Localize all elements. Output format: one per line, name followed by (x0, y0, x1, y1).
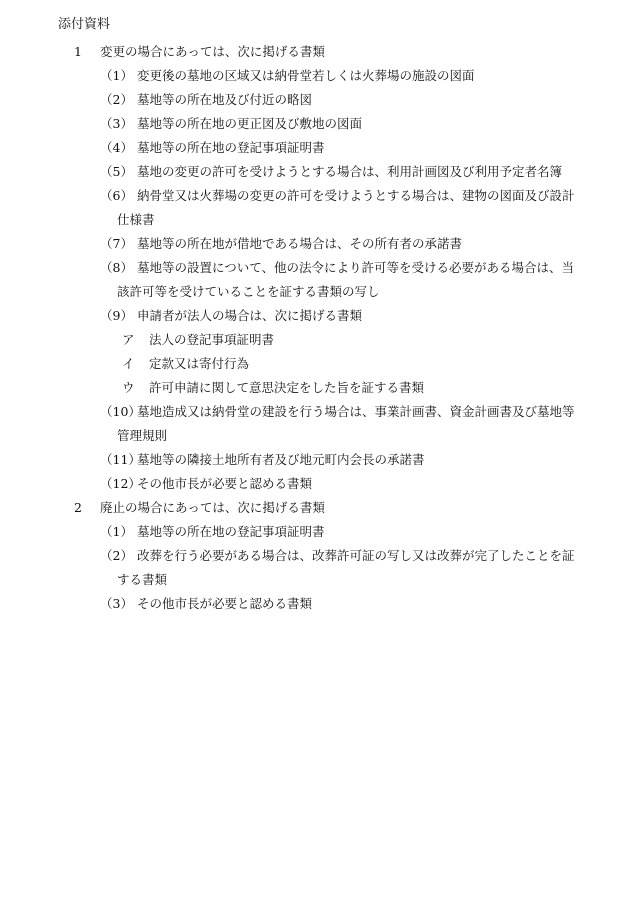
sub-item (0, 328, 630, 352)
item-number: （6） (100, 188, 133, 203)
sub-item-marker: イ (122, 356, 135, 371)
item-text: 墓地等の所在地の更正図及び敷地の図面 (137, 116, 363, 131)
sub-item (0, 376, 630, 400)
list-item (0, 184, 630, 232)
item-text: 墓地等の所在地が借地である場合は、その所有者の承諾書 (137, 236, 463, 251)
list-item (0, 472, 630, 496)
list-item (0, 232, 630, 256)
item-text: 墓地等の所在地及び付近の略図 (137, 92, 313, 107)
list-item (0, 520, 630, 544)
item-text: 改葬を行う必要がある場合は、改葬許可証の写し又は改葬が完了したことを証 (137, 548, 575, 563)
list-item (0, 88, 630, 112)
list-item (0, 448, 630, 472)
item-number: （3） (100, 596, 133, 611)
item-number: （12） (100, 476, 141, 491)
item-number: （8） (100, 260, 133, 275)
list-item (0, 112, 630, 136)
item-number: （1） (100, 68, 133, 83)
item-text: 墓地造成又は納骨堂の建設を行う場合は、事業計画書、資金計画書及び墓地等 (137, 404, 575, 419)
item-number: （3） (100, 116, 133, 131)
item-text-continuation: 該許可等を受けていることを証する書類の写し (117, 284, 380, 299)
sub-item-text: 許可申請に関して意思決定をした旨を証する書類 (149, 380, 425, 395)
item-text: 墓地等の所在地の登記事項証明書 (137, 524, 325, 539)
section-1 (0, 40, 630, 64)
item-text: 墓地等の所在地の登記事項証明書 (137, 140, 325, 155)
list-item (0, 256, 630, 304)
item-number: （10） (100, 404, 141, 419)
item-text: 変更後の墓地の区域又は納骨堂若しくは火葬場の施設の図面 (137, 68, 475, 83)
list-item (0, 544, 630, 592)
item-number: （11） (100, 452, 141, 467)
section-heading: 廃止の場合にあっては、次に掲げる書類 (100, 500, 325, 515)
list-item (0, 304, 630, 328)
item-text: その他市長が必要と認める書類 (137, 596, 313, 611)
section-number: 2 (74, 500, 82, 515)
section-number: 1 (74, 44, 82, 59)
sub-item (0, 352, 630, 376)
item-text: 墓地等の設置について、他の法令により許可等を受ける必要がある場合は、当 (137, 260, 575, 275)
sub-item-text: 定款又は寄付行為 (149, 356, 250, 371)
list-item (0, 160, 630, 184)
item-text-continuation: する書類 (117, 572, 168, 587)
attachment-list (0, 40, 630, 616)
item-number: （9） (100, 308, 133, 323)
item-number: （2） (100, 92, 133, 107)
sub-item-marker: ア (122, 332, 135, 347)
sub-item-marker: ウ (122, 380, 135, 395)
item-text: その他市長が必要と認める書類 (137, 476, 313, 491)
item-number: （4） (100, 140, 133, 155)
item-text: 納骨堂又は火葬場の変更の許可を受けようとする場合は、建物の図面及び設計 (137, 188, 575, 203)
item-number: （7） (100, 236, 133, 251)
item-number: （5） (100, 164, 133, 179)
section-heading: 変更の場合にあっては、次に掲げる書類 (100, 44, 325, 59)
document-title: 添付資料 (58, 17, 111, 32)
item-text-continuation: 仕様書 (117, 212, 155, 227)
list-item (0, 592, 630, 616)
list-item (0, 400, 630, 448)
list-item (0, 64, 630, 88)
item-number: （2） (100, 548, 133, 563)
sub-item-text: 法人の登記事項証明書 (149, 332, 275, 347)
item-number: （1） (100, 524, 133, 539)
section-2 (0, 496, 630, 520)
list-item (0, 136, 630, 160)
item-text: 墓地等の隣接土地所有者及び地元町内会長の承諾書 (137, 452, 425, 467)
item-text: 墓地の変更の許可を受けようとする場合は、利用計画図及び利用予定者名簿 (137, 164, 563, 179)
item-text-continuation: 管理規則 (117, 428, 168, 443)
item-text: 申請者が法人の場合は、次に掲げる書類 (137, 308, 363, 323)
